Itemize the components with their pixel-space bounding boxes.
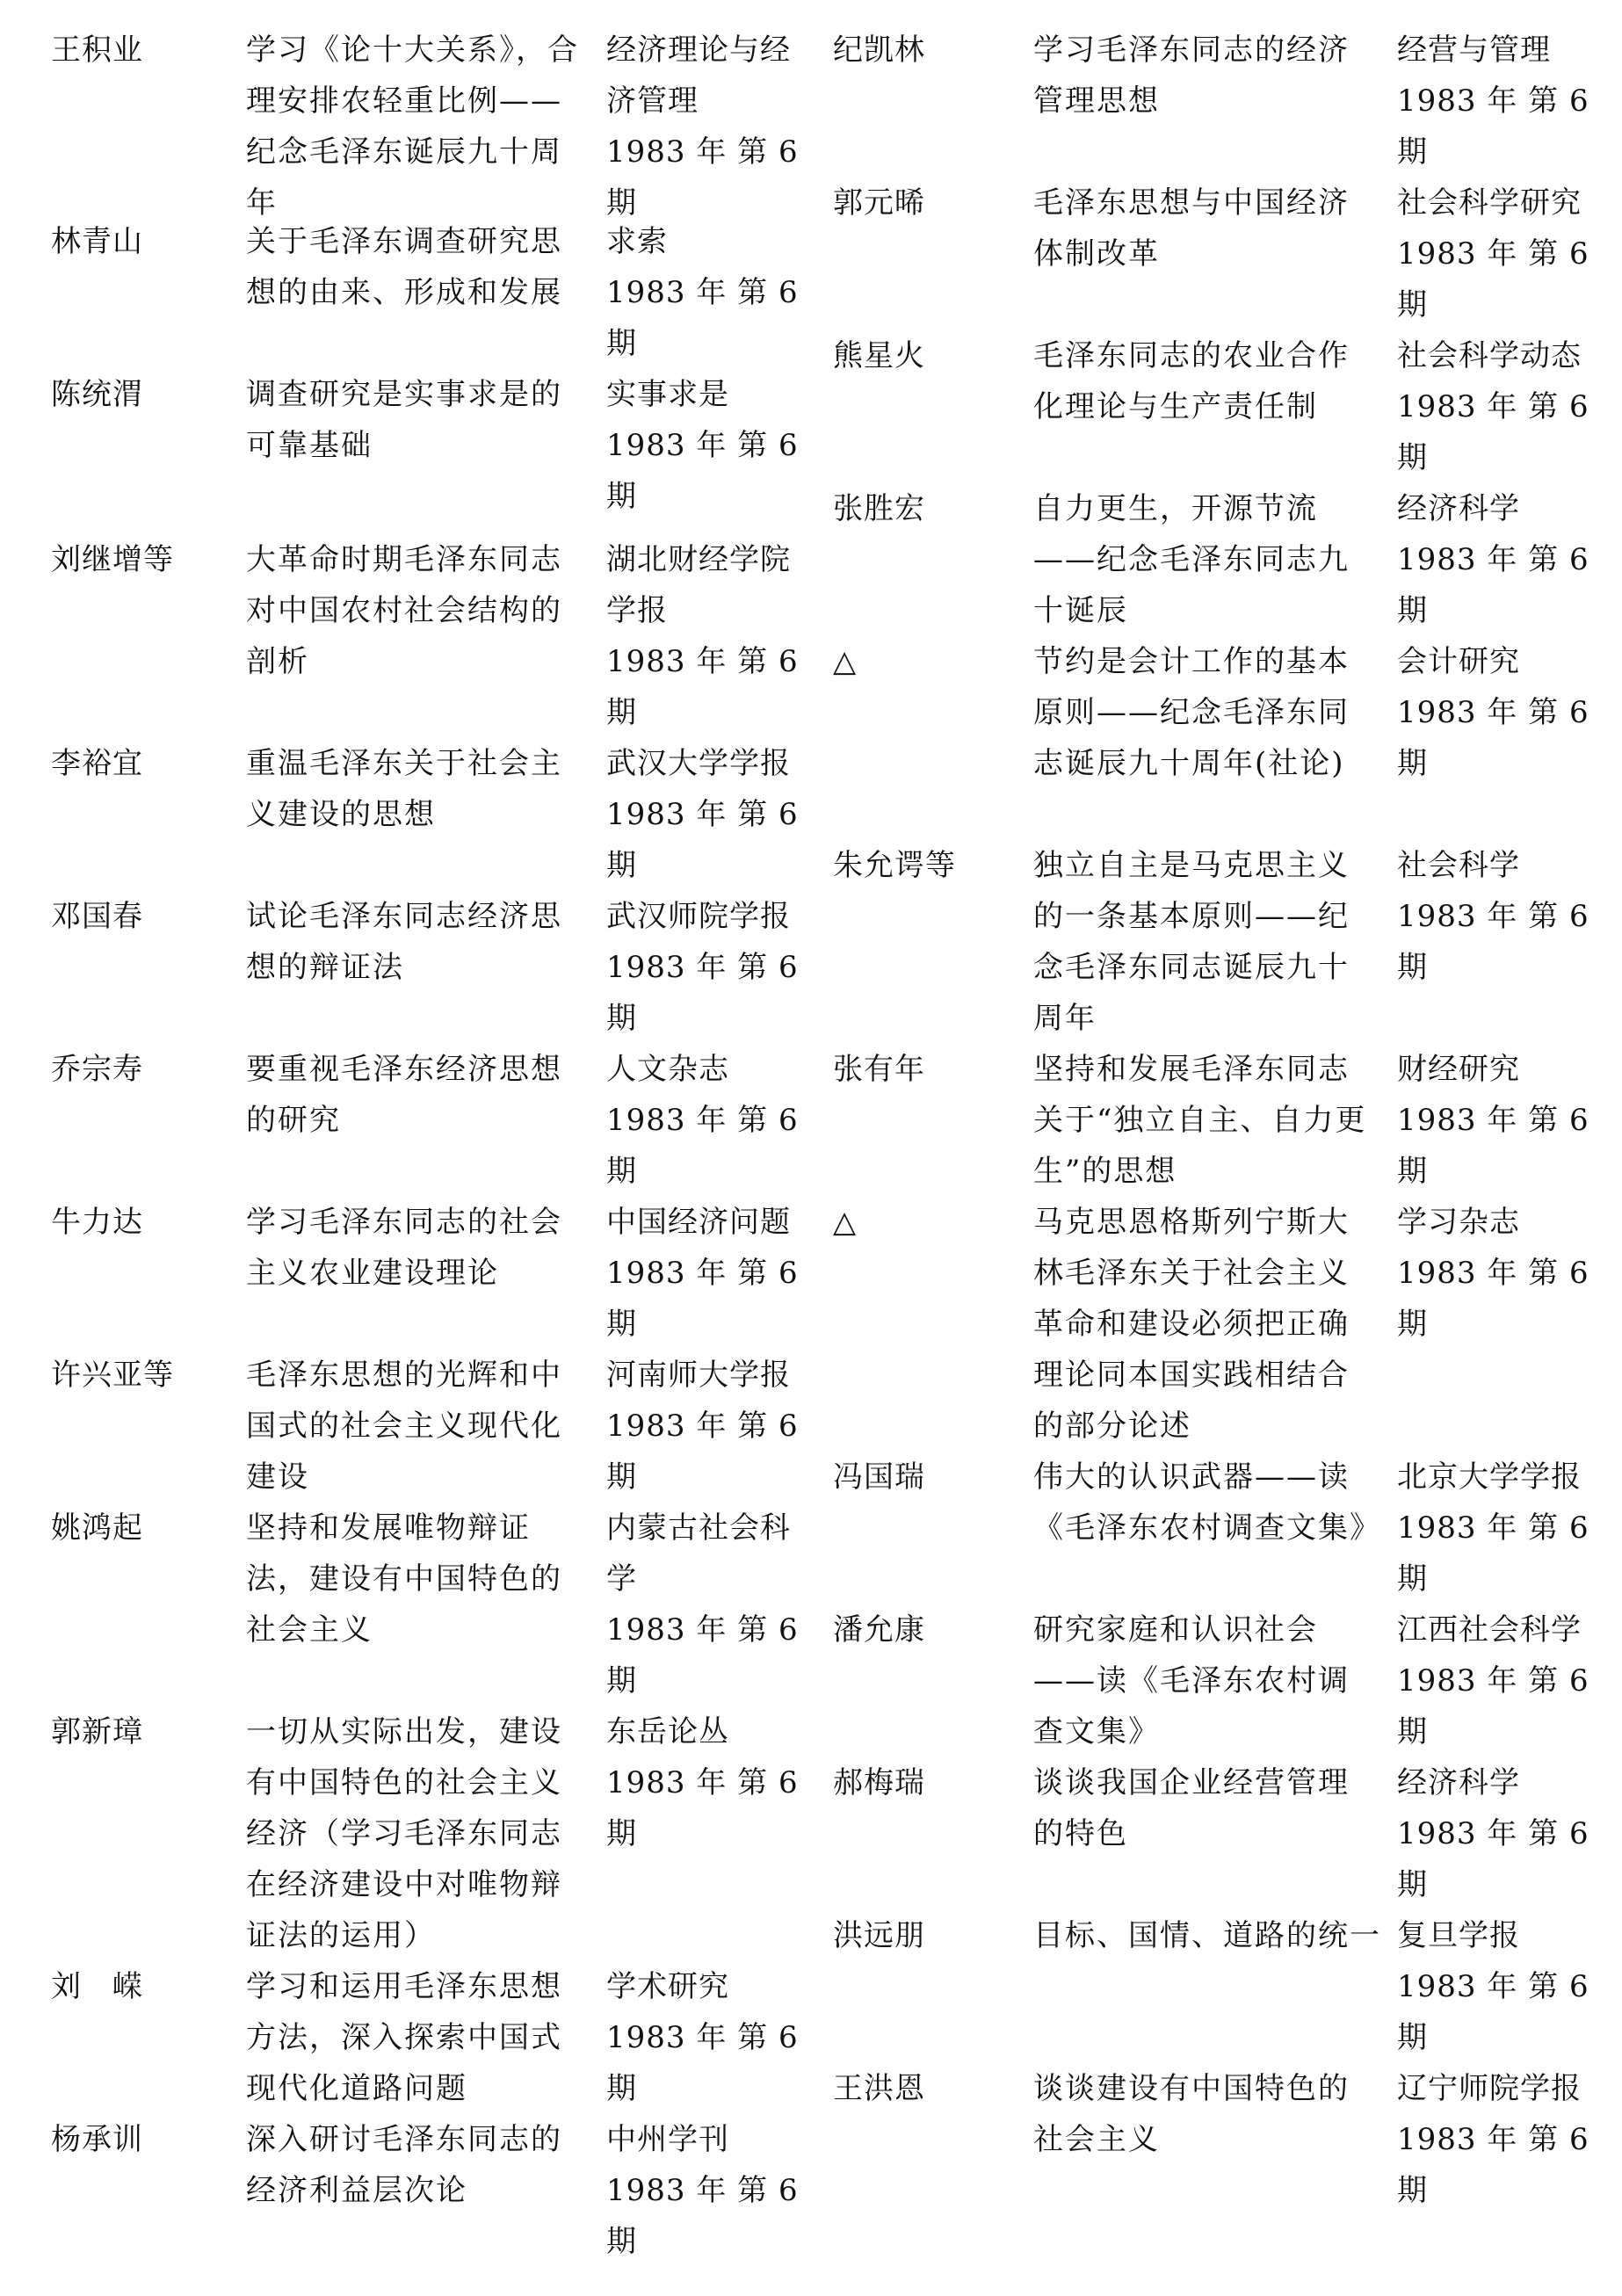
entry-author: 林青山 [51, 224, 143, 259]
entry-title-line: 主义农业建设理论 [246, 1256, 499, 1291]
entry-title-line: 管理思想 [1033, 83, 1160, 119]
entry-journal-line: 东岳论丛 [606, 1714, 729, 1749]
entry-title-line: 的一条基本原则——纪 [1033, 899, 1350, 934]
entry-journal [606, 534, 817, 738]
entry-title-line: 证法的运用） [246, 1918, 436, 1953]
entry-journal-line: 1983 年 第 6 [1397, 542, 1589, 577]
entry-journal-line: 1983 年 第 6 [606, 428, 799, 463]
entry-author: △ [833, 1205, 858, 1240]
entry-journal-line: 实事求是 [606, 377, 729, 412]
entry-journal-line: 期 [1397, 746, 1428, 781]
entry-title-line: 谈谈建设有中国特色的 [1033, 2071, 1350, 2106]
entry-title-line: 周年 [1033, 1001, 1097, 1036]
entry-title [1033, 1197, 1385, 1452]
entry-journal-line: 社会科学研究 [1397, 185, 1582, 221]
entry-author: △ [833, 644, 858, 679]
entry-title [1033, 1452, 1385, 1554]
entry-journal [1397, 1604, 1617, 1757]
entry-journal [606, 1350, 817, 1503]
entry-title [246, 25, 589, 228]
entry-title-line: 重温毛泽东关于社会主 [246, 746, 562, 781]
entry-journal-line: 武汉大学学报 [606, 746, 791, 781]
entry-title-line: 想的由来、形成和发展 [246, 275, 562, 310]
entry-journal-line: 辽宁师院学报 [1397, 2071, 1582, 2106]
entry-title-line: 大革命时期毛泽东同志 [246, 542, 562, 577]
entry-journal-line: 学报 [606, 593, 668, 628]
entry-journal-line: 期 [1397, 1867, 1428, 1902]
entry-title-line: 自力更生，开源节流 [1033, 491, 1318, 526]
entry-author: 郭元晞 [833, 185, 925, 221]
entry-title-line: 毛泽东思想与中国经济 [1033, 185, 1350, 221]
entry-title-line: 志诞辰九十周年(社论) [1033, 746, 1345, 781]
entry-title-line: 社会主义 [246, 1612, 373, 1648]
entry-journal-line: 经济科学 [1397, 491, 1520, 526]
entry-author: 郭新璋 [51, 1714, 143, 1749]
entry-journal [1397, 1197, 1617, 1350]
entry-journal-line: 1983 年 第 6 [606, 1409, 799, 1444]
entry-title-line: 义建设的思想 [246, 797, 436, 832]
entry-journal-line: 期 [1397, 1307, 1428, 1342]
entry-journal-line: 期 [1397, 593, 1428, 628]
entry-title-line: 剖析 [246, 644, 309, 679]
entry-journal-line: 1983 年 第 6 [606, 1103, 799, 1138]
entry-journal-line: 期 [606, 695, 637, 730]
entry-journal-line: 经济理论与经 [606, 33, 791, 68]
entry-journal-line: 期 [606, 1307, 637, 1342]
entry-author: 张胜宏 [833, 491, 925, 526]
entry-journal-line: 期 [606, 1001, 637, 1036]
entry-title-line: 社会主义 [1033, 2122, 1160, 2157]
entry-journal-line: 1983 年 第 6 [606, 134, 799, 170]
entry-title [246, 216, 589, 318]
entry-journal-line: 1983 年 第 6 [1397, 1256, 1589, 1291]
entry-title-line: 学习和运用毛泽东思想 [246, 1969, 562, 2004]
entry-title-line: 理论同本国实践相结合 [1033, 1358, 1350, 1393]
entry-title-line: 想的辩证法 [246, 950, 404, 985]
entry-author: 洪远朋 [833, 1918, 925, 1953]
entry-title-line: 深入研讨毛泽东同志的 [246, 2122, 562, 2157]
entry-journal [1397, 2063, 1617, 2216]
entry-journal [606, 216, 817, 369]
entry-journal-line: 期 [606, 1663, 637, 1698]
entry-title [1033, 1910, 1385, 1961]
entry-title-line: 坚持和发展唯物辩证 [246, 1510, 531, 1546]
entry-author: 冯国瑞 [833, 1459, 925, 1495]
entry-title [246, 1197, 589, 1299]
entry-title-line: 现代化道路问题 [246, 2071, 467, 2106]
entry-title-line: 关于“独立自主、自力更 [1033, 1103, 1367, 1138]
entry-title-line: 在经济建设中对唯物辩 [246, 1867, 562, 1902]
entry-author: 李裕宜 [51, 746, 143, 781]
entry-journal [606, 25, 817, 228]
entry-title-line: 研究家庭和认识社会 [1033, 1612, 1318, 1648]
entry-title [246, 534, 589, 687]
entry-author: 王洪恩 [833, 2071, 925, 2106]
entry-journal-line: 1983 年 第 6 [1397, 83, 1589, 119]
entry-journal-line: 中国经济问题 [606, 1205, 791, 1240]
entry-title-line: 建设 [246, 1459, 309, 1495]
entry-journal-line: 江西社会科学 [1397, 1612, 1582, 1648]
entry-title-line: 毛泽东思想的光辉和中 [246, 1358, 562, 1393]
entry-journal-line: 1983 年 第 6 [606, 1612, 799, 1648]
entry-journal [1397, 636, 1617, 789]
entry-title-line: 化理论与生产责任制 [1033, 389, 1318, 424]
entry-journal-line: 武汉师院学报 [606, 899, 791, 934]
entry-author: 刘 嵘 [51, 1969, 143, 2004]
entry-journal-line: 社会科学动态 [1397, 338, 1582, 373]
entry-title-line: 经济利益层次论 [246, 2173, 467, 2208]
entry-title-line: 体制改革 [1033, 236, 1160, 272]
entry-journal-line: 1983 年 第 6 [606, 1256, 799, 1291]
entry-author: 刘继增等 [51, 542, 174, 577]
entry-title [246, 369, 589, 471]
entry-title-line: 谈谈我国企业经营管理 [1033, 1765, 1350, 1800]
entry-journal-line: 1983 年 第 6 [606, 950, 799, 985]
entry-journal-line: 河南师大学报 [606, 1358, 791, 1393]
entry-title-line: 毛泽东同志的农业合作 [1033, 338, 1350, 373]
entry-journal [1397, 1452, 1617, 1604]
entry-journal-line: 1983 年 第 6 [1397, 899, 1589, 934]
entry-title-line: 学习《论十大关系》，合 [246, 33, 579, 68]
entry-journal [1397, 1044, 1617, 1197]
entry-title-line: 有中国特色的社会主义 [246, 1765, 562, 1800]
entry-journal [606, 891, 817, 1044]
entry-journal [1397, 25, 1617, 177]
entry-journal-line: 1983 年 第 6 [1397, 1103, 1589, 1138]
entry-journal-line: 1983 年 第 6 [1397, 1816, 1589, 1851]
entry-journal-line: 期 [606, 479, 637, 514]
entry-title-line: ——读《毛泽东农村调 [1033, 1663, 1350, 1698]
entry-title-line: 国式的社会主义现代化 [246, 1409, 562, 1444]
entry-title [1033, 25, 1385, 127]
entry-journal-line: 1983 年 第 6 [1397, 1663, 1589, 1698]
entry-title-line: 查文集》 [1033, 1714, 1160, 1749]
entry-title [246, 1706, 589, 1961]
entry-title-line: 革命和建设必须把正确 [1033, 1307, 1350, 1342]
entry-journal-line: 复旦学报 [1397, 1918, 1520, 1953]
entry-title-line: 伟大的认识武器——读 [1033, 1459, 1350, 1495]
entry-journal-line: 学习杂志 [1397, 1205, 1520, 1240]
entry-title-line: 节约是会计工作的基本 [1033, 644, 1350, 679]
entry-journal-line: 学 [606, 1561, 637, 1597]
entry-title-line: 十诞辰 [1033, 593, 1128, 628]
entry-journal-line: 期 [1397, 950, 1428, 985]
entry-journal-line: 会计研究 [1397, 644, 1520, 679]
entry-title [246, 1044, 589, 1146]
entry-journal-line: 经营与管理 [1397, 33, 1551, 68]
entry-journal-line: 人文杂志 [606, 1052, 729, 1087]
entry-journal [1397, 1910, 1617, 2063]
entry-journal-line: 北京大学学报 [1397, 1459, 1582, 1495]
entry-title [1033, 636, 1385, 789]
entry-journal-line: 中州学刊 [606, 2122, 729, 2157]
entry-author: 邓国春 [51, 899, 143, 934]
entry-journal [606, 1706, 817, 1859]
entry-journal [606, 738, 817, 891]
entry-journal-line: 1983 年 第 6 [606, 797, 799, 832]
entry-author: 牛力达 [51, 1205, 143, 1240]
entry-journal-line: 期 [606, 1816, 637, 1851]
entry-journal-line: 期 [606, 1154, 637, 1189]
entry-journal-line: 期 [1397, 1154, 1428, 1189]
entry-title-line: 的部分论述 [1033, 1409, 1191, 1444]
entry-title [1033, 2063, 1385, 2165]
entry-journal-line: 1983 年 第 6 [606, 1765, 799, 1800]
entry-journal-line: 期 [606, 326, 637, 361]
entry-title-line: 林毛泽东关于社会主义 [1033, 1256, 1350, 1291]
entry-journal [606, 1044, 817, 1197]
entry-title-line: 试论毛泽东同志经济思 [246, 899, 562, 934]
entry-title-line: 的研究 [246, 1103, 341, 1138]
entry-title [1033, 483, 1385, 636]
entry-title-line: 可靠基础 [246, 428, 373, 463]
entry-title-line: 经济（学习毛泽东同志 [246, 1816, 562, 1851]
entry-title [1033, 330, 1385, 432]
entry-title-line: 年 [246, 185, 278, 221]
entry-journal-line: 1983 年 第 6 [1397, 389, 1589, 424]
entry-journal-line: 期 [1397, 287, 1428, 322]
entry-title-line: 对中国农村社会结构的 [246, 593, 562, 628]
entry-author: 乔宗寿 [51, 1052, 143, 1087]
entry-journal [606, 2114, 817, 2267]
entry-title-line: 关于毛泽东调查研究思 [246, 224, 562, 259]
entry-title-line: 纪念毛泽东诞辰九十周 [246, 134, 562, 170]
entry-title-line: 坚持和发展毛泽东同志 [1033, 1052, 1350, 1087]
entry-journal [1397, 483, 1617, 636]
entry-journal [606, 1503, 817, 1706]
entry-title [246, 891, 589, 993]
entry-title-line: 目标、国情、道路的统一 [1033, 1918, 1381, 1953]
entry-journal-line: 期 [606, 848, 637, 883]
entry-author: 王积业 [51, 33, 143, 68]
entry-author: 张有年 [833, 1052, 925, 1087]
entry-title [246, 1350, 589, 1503]
entry-journal-line: 期 [606, 1459, 637, 1495]
entry-title [1033, 840, 1385, 1044]
entry-author: 杨承训 [51, 2122, 143, 2157]
entry-journal-line: 期 [606, 2071, 637, 2106]
entry-journal-line: 1983 年 第 6 [1397, 1969, 1589, 2004]
entry-journal-line: 1983 年 第 6 [606, 275, 799, 310]
entry-author: 陈统渭 [51, 377, 143, 412]
entry-journal [606, 1197, 817, 1350]
entry-journal-line: 湖北财经学院 [606, 542, 791, 577]
entry-journal-line: 期 [1397, 2173, 1428, 2208]
entry-title-line: 学习毛泽东同志的社会 [246, 1205, 562, 1240]
entry-title-line: 法，建设有中国特色的 [246, 1561, 562, 1597]
entry-title-line: 独立自主是马克思主义 [1033, 848, 1350, 883]
entry-journal-line: 期 [1397, 1714, 1428, 1749]
entry-title-line: 生”的思想 [1033, 1154, 1177, 1189]
entry-author: 纪凯林 [833, 33, 925, 68]
entry-journal-line: 社会科学 [1397, 848, 1520, 883]
entry-journal [1397, 1757, 1617, 1910]
entry-journal [1397, 177, 1617, 330]
entry-journal-line: 1983 年 第 6 [606, 2173, 799, 2208]
entry-title-line: ——纪念毛泽东同志九 [1033, 542, 1350, 577]
entry-journal-line: 期 [606, 185, 637, 221]
entry-journal-line: 期 [1397, 440, 1428, 475]
entry-journal-line: 求索 [606, 224, 668, 259]
entry-journal-line: 1983 年 第 6 [606, 644, 799, 679]
entry-journal-line: 经济科学 [1397, 1765, 1520, 1800]
entry-author: 潘允康 [833, 1612, 925, 1648]
entry-journal-line: 期 [606, 2224, 637, 2259]
entry-title [1033, 1757, 1385, 1859]
entry-journal [1397, 840, 1617, 993]
entry-title-line: 要重视毛泽东经济思想 [246, 1052, 562, 1087]
entry-journal [606, 369, 817, 522]
entry-journal [606, 1961, 817, 2114]
entry-journal [1397, 330, 1617, 483]
entry-title-line: 调查研究是实事求是的 [246, 377, 562, 412]
entry-title [1033, 1604, 1385, 1757]
entry-author: 郝梅瑞 [833, 1765, 925, 1800]
entry-author: 朱允谔等 [833, 848, 956, 883]
entry-title-line: 学习毛泽东同志的经济 [1033, 33, 1350, 68]
entry-title-line: 方法，深入探索中国式 [246, 2020, 562, 2055]
entry-journal-line: 期 [1397, 1561, 1428, 1597]
entry-journal-line: 1983 年 第 6 [1397, 236, 1589, 272]
entry-title-line: 原则——纪念毛泽东同 [1033, 695, 1350, 730]
entry-title [246, 2114, 589, 2216]
entry-author: 许兴亚等 [51, 1358, 174, 1393]
entry-journal-line: 期 [1397, 134, 1428, 170]
entry-title-line: 念毛泽东同志诞辰九十 [1033, 950, 1350, 985]
entry-journal-line: 内蒙古社会科 [606, 1510, 791, 1546]
entry-journal-line: 财经研究 [1397, 1052, 1520, 1087]
entry-title-line: 理安排农轻重比例—— [246, 83, 562, 119]
entry-title [1033, 177, 1385, 279]
entry-title [246, 1961, 589, 2114]
entry-title [246, 1503, 589, 1655]
entry-journal-line: 1983 年 第 6 [1397, 1510, 1589, 1546]
entry-journal-line: 济管理 [606, 83, 699, 119]
entry-author: 熊星火 [833, 338, 925, 373]
entry-title-line: 《毛泽东农村调查文集》 [1033, 1510, 1381, 1546]
entry-title [246, 738, 589, 840]
entry-journal-line: 1983 年 第 6 [1397, 2122, 1589, 2157]
entry-title-line: 一切从实际出发，建设 [246, 1714, 562, 1749]
entry-title-line: 的特色 [1033, 1816, 1128, 1851]
entry-journal-line: 学术研究 [606, 1969, 729, 2004]
entry-journal-line: 1983 年 第 6 [1397, 695, 1589, 730]
entry-title-line: 马克思恩格斯列宁斯大 [1033, 1205, 1350, 1240]
entry-journal-line: 期 [1397, 2020, 1428, 2055]
entry-author: 姚鸿起 [51, 1510, 143, 1546]
entry-journal-line: 1983 年 第 6 [606, 2020, 799, 2055]
entry-title [1033, 1044, 1385, 1197]
